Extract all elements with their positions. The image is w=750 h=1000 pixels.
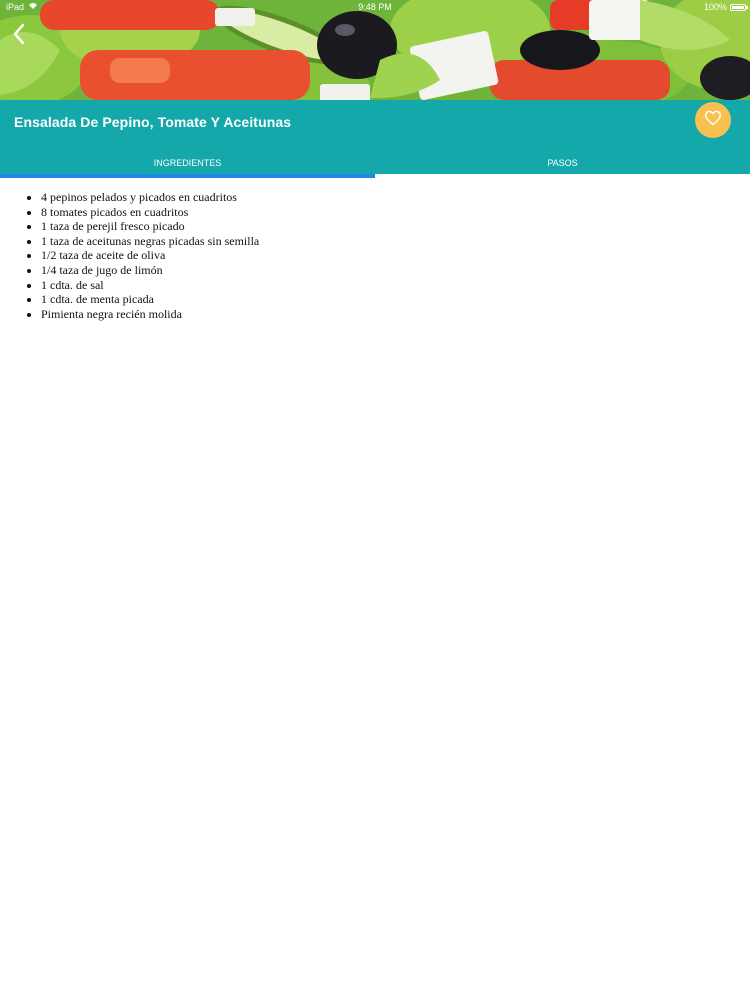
favorite-button[interactable]: [695, 102, 731, 138]
status-bar: [0, 0, 750, 14]
page-title: Ensalada De Pepino, Tomate Y Aceitunas: [14, 114, 292, 130]
status-time: 9:48 PM: [358, 2, 392, 12]
carrier-label: iPad: [6, 2, 25, 12]
ingredient-item: • 1 cdta. de menta picada: [41, 292, 259, 307]
ingredient-item: • 1 cdta. de sal: [41, 278, 259, 293]
ingredient-item: • 1 taza de aceitunas negras picadas sin semilla: [41, 234, 259, 249]
recipe-header: [0, 100, 750, 174]
ingredient-list: [0, 190, 259, 321]
ingredient-item: • 1/2 taza de aceite de oliva: [41, 248, 259, 263]
ingredient-item: • Pimienta negra recién molida: [41, 307, 259, 322]
ingredient-item: • 4 pepinos pelados y picados en cuadritos: [41, 190, 259, 205]
tab-pasos[interactable]: PASOS: [547, 158, 578, 168]
tab-ingredientes[interactable]: INGREDIENTES: [153, 158, 222, 168]
ingredient-item: • 8 tomates picados en cuadritos: [41, 205, 259, 220]
battery-percent: 100%: [703, 2, 727, 12]
chevron-left-icon: [8, 33, 32, 50]
ingredient-item: • 1 taza de perejil fresco picado: [41, 219, 259, 234]
back-button[interactable]: [8, 22, 32, 46]
hero-salad-image: [0, 0, 750, 100]
ingredients-panel: [0, 178, 750, 1000]
heart-outline-icon: [704, 110, 722, 131]
tab-bar: [0, 152, 750, 174]
battery-level: [732, 6, 744, 9]
ingredient-item: • 1/4 taza de jugo de limón: [41, 263, 259, 278]
battery-icon: [730, 4, 746, 11]
